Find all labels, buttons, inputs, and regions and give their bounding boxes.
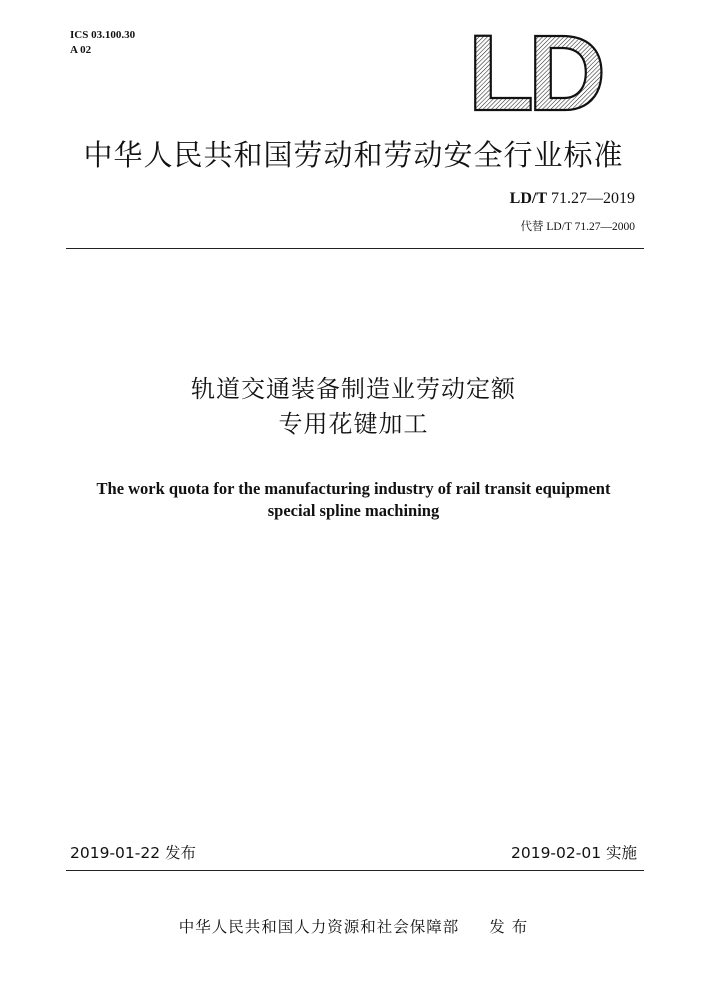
chinese-title-line1: 轨道交通装备制造业劳动定额 <box>191 375 516 403</box>
ccs-code: A 02 <box>70 44 92 56</box>
agency-title: 中华人民共和国劳动和劳动安全行业标准 <box>83 138 624 172</box>
issue-date: 2019-01-22 发布 <box>70 844 197 862</box>
ld-logo-text: LD <box>468 22 600 118</box>
chinese-title <box>0 372 707 442</box>
top-divider <box>66 248 644 249</box>
replaces-standard: 代替 LD/T 71.27—2000 <box>520 221 635 233</box>
ics-code: ICS 03.100.30 <box>70 29 136 41</box>
publisher-name: 中华人民共和国人力资源和社会保障部 <box>178 918 460 936</box>
english-title <box>0 478 707 522</box>
standard-code: 71.27—2019 <box>551 190 635 207</box>
bottom-divider <box>66 870 644 871</box>
standard-number <box>510 190 635 208</box>
ld-logo-icon <box>468 22 618 118</box>
english-title-line1: The work quota for the manufacturing industry of rail transit equipment <box>96 479 611 498</box>
classification-codes <box>70 28 135 58</box>
english-title-line2: special spline machining <box>267 501 440 520</box>
effective-date: 2019-02-01 实施 <box>510 844 637 862</box>
chinese-title-line2: 专用花键加工 <box>278 410 429 438</box>
publisher-action: 发 布 <box>489 918 529 936</box>
publisher <box>0 915 707 937</box>
standard-prefix: LD/T <box>509 190 547 207</box>
